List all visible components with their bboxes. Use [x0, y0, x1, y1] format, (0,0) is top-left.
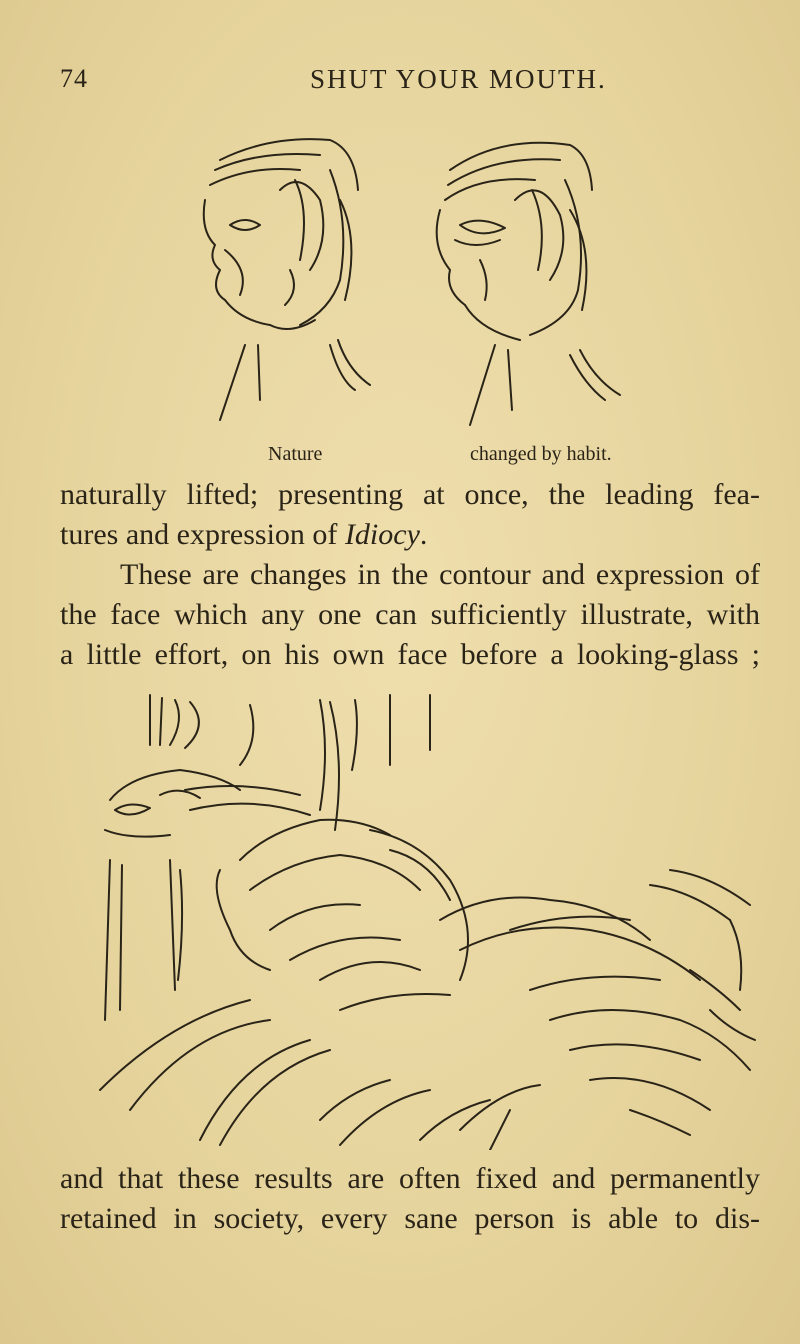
text-line: [60, 515, 760, 555]
text-block-lower: [60, 1159, 760, 1239]
caption-nature: Nature: [268, 443, 323, 465]
face-nature-drawing: [204, 139, 370, 420]
text-line: the face which any one can sufficiently illustrate, with: [60, 598, 760, 631]
reclining-figure-illustration: [90, 690, 770, 1150]
caption-changed-by-habit: changed by habit.: [470, 443, 612, 465]
emphasis-idiocy: Idiocy: [344, 518, 420, 551]
face-changed-drawing: [437, 143, 620, 425]
text-line: These are changes in the contour and expression of: [120, 558, 760, 591]
text-line: naturally lifted; presenting at once, the leading fea-: [60, 478, 760, 511]
face-profiles-illustration: [180, 130, 660, 440]
text-line: and that these results are often fixed and permanently: [60, 1162, 760, 1195]
text-line: retained in society, every sane person is able to dis-: [60, 1202, 760, 1235]
page-header: [0, 64, 800, 104]
text-span: .: [419, 518, 428, 551]
page-number: 74: [60, 64, 88, 93]
text-span: tures and expression of: [60, 518, 345, 551]
text-block-upper: [60, 475, 760, 675]
running-head: SHUT YOUR MOUTH.: [310, 64, 607, 94]
text-line: a little effort, on his own face before a looking-glass ;: [60, 638, 760, 671]
